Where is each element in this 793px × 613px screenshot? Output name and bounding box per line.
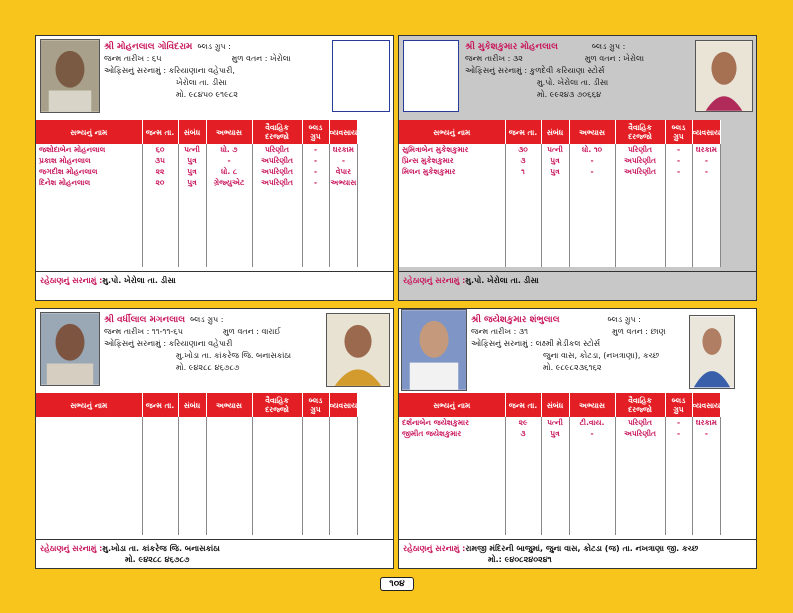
table-cell: - [302, 166, 329, 177]
column-header: સભ્યનું નામ [36, 120, 142, 144]
head-name: શ્રી મોહનલાલ ગોવિંદરામ [104, 42, 193, 52]
table-cell: ૩૦ [505, 144, 541, 155]
table-cell: - [302, 177, 329, 188]
office-line-1: કરિયાણાના વહેપારી [168, 339, 233, 348]
table-cell: જશોદાબેન મોહનલાલ [36, 144, 142, 155]
table-cell: પરિણીત [252, 144, 302, 155]
table-header [36, 393, 358, 417]
table-cell: પ્રિન્સ મુકેશકુમાર [399, 155, 505, 166]
birth-date: જન્મ તારીખ : ૧૧-૧૧-૬૫ [104, 327, 184, 336]
table-cell: પરિણીત [615, 417, 665, 428]
native-place: મુળ વતન : ખેરોલા [584, 54, 645, 63]
native-place: મુળ વતન : વારાઈ [223, 327, 281, 336]
table-cell: ૨૦ [142, 177, 178, 188]
table-row [36, 177, 358, 188]
head-name: શ્રી જયેશકુમાર શંભુલાલ [471, 315, 560, 325]
table-cell: - [569, 428, 615, 439]
residence-address: રહેઠાણનું સરનામું :મુ.પો. ખેરોલા તા. ડીસા [36, 271, 393, 300]
table-cell: અપરિણીત [252, 166, 302, 177]
table-header [36, 120, 358, 144]
table-cell: પરિણીત [615, 144, 665, 155]
column-header: વૈવાહિક દરજ્જો [252, 120, 302, 144]
family-card-4 [398, 308, 757, 569]
table-cell: ૬૦ [142, 144, 178, 155]
column-header: સંબંધ [178, 120, 206, 144]
table-cell: સુમિત્રાબેન મુકેશકુમાર [399, 144, 505, 155]
column-header: જન્મ તા. [505, 120, 541, 144]
column-header: સંબંધ [541, 120, 569, 144]
column-header: સભ્યનું નામ [399, 393, 505, 417]
table-row [36, 166, 358, 177]
mobile: મો. ૯૪૨૮૮ ૪૬૭૮૭ [176, 363, 240, 372]
table-cell: ૧ [505, 166, 541, 177]
blood-group: બ્લડ ગ્રુપ : [190, 315, 224, 324]
residence-address: રહેઠાણનું સરનામું :મુ.ખોડા તા. કાંકરેજ જિ. બનાસકાંઠા મો. ૯૪૨૮૮ ૪૬૭૮૭ [36, 539, 393, 568]
table-cell: અપરિણીત [615, 155, 665, 166]
table-cell: ૩૫ [142, 155, 178, 166]
head-photo [40, 39, 100, 113]
family-card-2 [398, 35, 757, 301]
table-row [36, 144, 358, 155]
head-name: શ્રી મુકેશકુમાર મોહનલાલ [465, 42, 558, 52]
table-row [399, 155, 721, 166]
column-header: જન્મ તા. [505, 393, 541, 417]
column-header: બ્લડ ગ્રુપ [665, 393, 692, 417]
table-cell: પુત્ર [178, 177, 206, 188]
table-cell: ૨૯ [505, 417, 541, 428]
column-header: વૈવાહિક દરજ્જો [615, 393, 665, 417]
table-row [399, 144, 721, 155]
table-cell: પ્રકાશ મોહનલાલ [36, 155, 142, 166]
table-cell: ૩ [505, 428, 541, 439]
table-cell: ધો. ૭ [206, 144, 252, 155]
table-cell: ટી.વાય. [569, 417, 615, 428]
column-header: બ્લડ ગ્રુપ [665, 120, 692, 144]
column-header: સંબંધ [178, 393, 206, 417]
column-header: વ્યવસાય [692, 120, 721, 144]
blood-group: બ્લડ ગ્રુપ : [591, 42, 626, 51]
native-place: મુળ વતન : છાણ [612, 327, 666, 336]
members-table [36, 120, 358, 267]
table-cell: ધો. ૮ [206, 166, 252, 177]
residence-address: રહેઠાણનું સરનામું :મુ.પો. ખેરોલા તા. ડીસા [399, 271, 756, 300]
column-header: વૈવાહિક દરજ્જો [252, 393, 302, 417]
table-cell: પુત્ર [541, 155, 569, 166]
table-cell: ધો. ૧૦ [569, 144, 615, 155]
table-cell: - [569, 155, 615, 166]
column-header: અભ્યાસ [569, 120, 615, 144]
table-header [399, 393, 721, 417]
empty-row [36, 188, 358, 267]
column-header: જન્મ તા. [142, 393, 178, 417]
mobile: મો. ૯૮૯૮૨૩૬૧૬૨ [543, 363, 602, 372]
office-line-2: મુ.પો. ખેરોલા તા. ડીસા [537, 78, 609, 87]
table-cell: - [569, 166, 615, 177]
table-cell: ઘરકામ [692, 417, 721, 428]
table-cell: - [665, 428, 692, 439]
photo-placeholder [332, 40, 390, 112]
table-cell: - [302, 144, 329, 155]
office-line-1: લક્ષ્મી મેડીકલ સ્ટોર્સ [535, 339, 601, 348]
column-header: અભ્યાસ [206, 120, 252, 144]
table-row [36, 155, 358, 166]
table-cell: પત્ની [541, 144, 569, 155]
table-body [36, 417, 358, 535]
members-table [399, 120, 721, 267]
column-header: સંબંધ [541, 393, 569, 417]
table-cell: દિનેશ મોહનલાલ [36, 177, 142, 188]
table-cell: પુત્ર [178, 155, 206, 166]
column-header: સભ્યનું નામ [36, 393, 142, 417]
mobile: મો. ૯૯૨૪૩ ૭૦૬૬૪ [537, 90, 602, 99]
office-label: ઓફિસનું સરનામું : [465, 66, 528, 75]
table-body [399, 144, 721, 267]
office-line-2: જુના વાસ, કોટડા, (નખત્રાણા), કચ્છ [543, 351, 660, 360]
column-header: બ્લડ ગ્રુપ [302, 393, 329, 417]
blood-group: બ્લડ ગ્રુપ : [607, 315, 641, 324]
table-cell: જીમીત જયેશકુમાર [399, 428, 505, 439]
office-line-1: કુળદેવી કરિયાણા સ્ટોર્સ [529, 66, 605, 75]
photo-placeholder [403, 40, 459, 112]
office-line-2: મુ.ખોડા તા. કાંકરેજ જિ. બનાસકાંઠા [176, 351, 292, 360]
table-cell: - [665, 417, 692, 428]
column-header: સભ્યનું નામ [399, 120, 505, 144]
native-place: મુળ વતન : ખેરોલા [231, 54, 291, 63]
table-cell: - [329, 155, 358, 166]
birth-date: જન્મ તારીખ : ૩૧ [471, 327, 529, 336]
table-cell: પુત્ર [541, 166, 569, 177]
table-row [399, 417, 721, 428]
table-cell: - [665, 144, 692, 155]
table-cell: પુત્ર [178, 166, 206, 177]
head-name: શ્રી વર્ધીલાલ મગનલાલ [104, 315, 186, 325]
table-body [399, 417, 721, 535]
table-cell: - [692, 166, 721, 177]
family-card-1 [35, 35, 394, 301]
birth-date: જન્મ તારીખ : ૬૫ [104, 54, 162, 63]
residence-address: રહેઠાણનું સરનામું :રામજી મંદિરની બાજુમાં, જુના વાસ, કોટડા (જ) તા. નખત્રાણા જી. કચ્છ મો.: ૯૪૦૮૨૪૦૨૪૧ [399, 539, 756, 568]
table-cell: - [692, 428, 721, 439]
table-cell: વેપાર [329, 166, 358, 177]
column-header: વ્યવસાય [692, 393, 721, 417]
empty-row [399, 439, 721, 535]
office-label: ઓફિસનું સરનામું : [104, 339, 167, 348]
empty-row [399, 177, 721, 267]
table-header [399, 120, 721, 144]
member-photo [326, 313, 390, 387]
head-photo [40, 312, 100, 386]
table-cell: - [302, 155, 329, 166]
column-header: અભ્યાસ [569, 393, 615, 417]
empty-row [36, 417, 358, 535]
head-photo [401, 309, 467, 391]
column-header: અભ્યાસ [206, 393, 252, 417]
table-cell: પત્ની [178, 144, 206, 155]
table-cell: - [665, 166, 692, 177]
table-cell: દર્શનાબેન જયેશકુમાર [399, 417, 505, 428]
table-cell: અપરિણીત [252, 155, 302, 166]
table-cell: મિલન મુકેશકુમાર [399, 166, 505, 177]
office-label: ઓફિસનું સરનામું : [104, 66, 167, 75]
mobile: મો. ૯૮૪૫૦ ૯૧૯૮૨ [176, 90, 238, 99]
table-cell: જગદીશ મોહનલાલ [36, 166, 142, 177]
column-header: બ્લડ ગ્રુપ [302, 120, 329, 144]
office-label: ઓફિસનું સરનામું : [471, 339, 534, 348]
table-row [399, 166, 721, 177]
column-header: વ્યવસાય [329, 393, 358, 417]
table-cell: - [692, 155, 721, 166]
page-number: ૧૦૪ [380, 577, 414, 591]
members-table [399, 393, 721, 535]
table-body [36, 144, 358, 267]
table-cell: પુત્ર [541, 428, 569, 439]
column-header: વ્યવસાય [329, 120, 358, 144]
table-cell: અપરિણીત [615, 166, 665, 177]
family-card-3 [35, 308, 394, 569]
table-cell: ઘરકામ [329, 144, 358, 155]
table-cell: અપરિણીત [615, 428, 665, 439]
office-line-1: કરિયાણાના વહેપારી, [168, 66, 235, 75]
blood-group: બ્લડ ગ્રુપ : [197, 42, 231, 51]
table-cell: - [665, 155, 692, 166]
table-cell: અપરિણીત [252, 177, 302, 188]
table-cell: - [206, 155, 252, 166]
members-table [36, 393, 358, 535]
table-cell: અભ્યાસ [330, 178, 357, 187]
table-cell: ઘરકામ [692, 144, 721, 155]
birth-date: જન્મ તારીખ : ૩૨ [465, 54, 523, 63]
table-cell: ૩ [505, 155, 541, 166]
column-header: વૈવાહિક દરજ્જો [615, 120, 665, 144]
office-line-2: ખેરોલા તા. ડીસા [176, 78, 227, 87]
table-cell: ગ્રેજ્યુએટ [206, 177, 252, 188]
table-row [399, 428, 721, 439]
table-cell: પત્ની [541, 417, 569, 428]
column-header: જન્મ તા. [142, 120, 178, 144]
member-photo [689, 315, 735, 389]
member-photo [695, 40, 753, 112]
table-cell: ૨૨ [142, 166, 178, 177]
